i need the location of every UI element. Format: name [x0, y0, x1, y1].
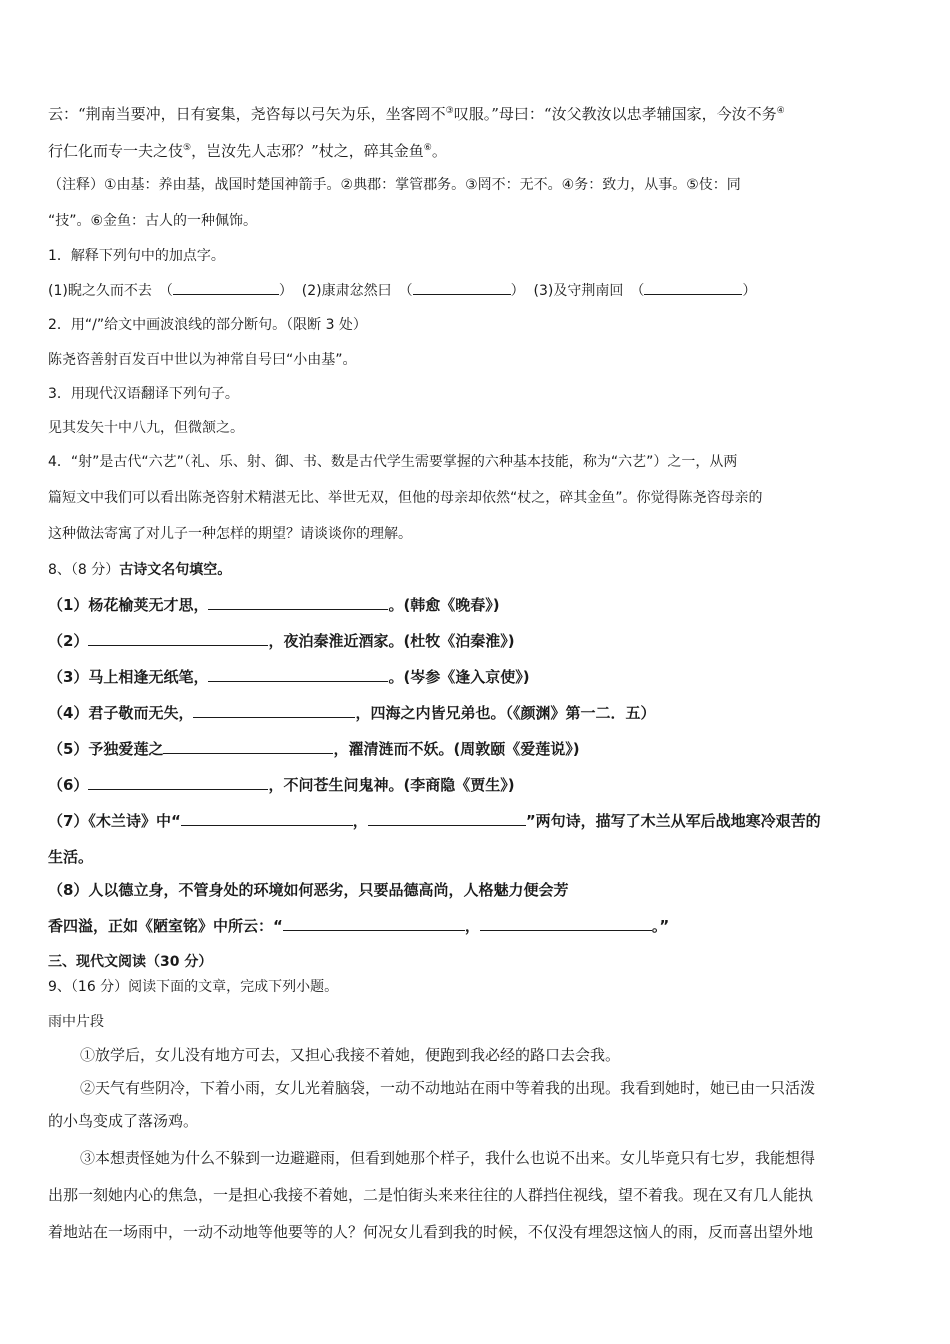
article-title: 雨中片段	[48, 1014, 104, 1030]
question-8-title	[48, 560, 906, 580]
q1-item-1-close: ）	[278, 283, 293, 299]
passage-text: 。	[431, 142, 447, 160]
answer-blank[interactable]	[163, 739, 333, 754]
question-8-heading: 古诗文名句填空。	[119, 562, 232, 578]
q8-item-8-text: 香四溢，正如《陋室铭》中所云：“	[48, 917, 283, 935]
footnote-marker: ⑥	[423, 143, 432, 153]
footnote-marker: ⑤	[183, 143, 192, 153]
question-8-score: 8、（8 分）	[48, 562, 120, 578]
q1-item-2: (2)康肃忿然曰 （	[301, 283, 413, 299]
q8-item-7-text: （7）《木兰诗》中“	[48, 812, 181, 830]
q8-item-8: （8）人以德立身，不管身处的环境如何恶劣，只要品德高尚，人格魅力便会芳	[48, 881, 569, 899]
question-9-title: 9、（16 分）阅读下面的文章，完成下列小题。	[48, 979, 339, 995]
question-4-line-2: 篇短文中我们可以看出陈尧咨射术精湛无比、举世无双，但他的母亲却依然“杖之，碎其金鱼”。你觉得陈尧咨母亲的	[48, 490, 763, 506]
answer-blank[interactable]	[208, 667, 388, 682]
q8-item-8-end: 。”	[651, 917, 670, 935]
q8-item-1	[48, 595, 906, 615]
q8-item-5-source: ，濯清涟而不妖。(周敦颐《爱莲说》)	[333, 740, 580, 758]
article-paragraph-3-cont-2: 着地站在一场雨中，一动不动地等他要等的人？何况女儿看到我的时候，不仅没有埋怨这恼人的雨，反而喜出望外地	[48, 1223, 814, 1241]
q8-item-6-text: ，不问苍生问鬼神。(李商隐《贾生》)	[268, 776, 515, 794]
answer-blank[interactable]	[644, 280, 742, 295]
q8-item-1-text: （1）杨花榆荚无才思，	[48, 596, 209, 614]
answer-blank[interactable]	[368, 811, 526, 826]
passage-line-2	[48, 138, 906, 161]
q8-item-4-source: ，四海之内皆兄弟也。（《颜渊》第一二．五）	[355, 704, 656, 722]
q8-item-3-text: （3）马上相逢无纸笔，	[48, 668, 209, 686]
q8-item-5-text: （5）予独爱莲之	[48, 740, 164, 758]
q8-item-3	[48, 667, 906, 687]
q1-item-1: (1)睨之久而不去 （	[48, 283, 173, 299]
passage-text: 叹服。”母曰：“汝父教汝以忠孝辅国家，今汝不务	[453, 105, 777, 123]
notes-line-2: “技”。⑥金鱼：古人的一种佩饰。	[48, 213, 258, 229]
article-paragraph-3-cont-1: 出那一刻她内心的焦急，一是担心我接不着她，二是怕街头来来往往的人群挡住视线，望不着我。现在又有几人能执	[48, 1186, 814, 1204]
answer-blank[interactable]	[193, 703, 355, 718]
q8-item-5	[48, 739, 906, 759]
article-paragraph-1: ①放学后，女儿没有地方可去，又担心我接不着她，便跑到我必经的路口去会我。	[80, 1046, 621, 1064]
answer-blank[interactable]	[181, 811, 353, 826]
q8-item-7-comma: ，	[352, 812, 368, 830]
answer-blank[interactable]	[88, 775, 268, 790]
passage-text: 云：“荆南当要冲，日有宴集，尧咨每以弓矢为乐，坐客罔不	[48, 105, 446, 123]
q8-item-4-text: （4）君子敬而无失，	[48, 704, 194, 722]
q8-item-4	[48, 703, 906, 723]
answer-blank[interactable]	[480, 916, 652, 931]
q8-item-1-source: 。(韩愈《晚春》)	[388, 596, 500, 614]
q8-item-6	[48, 775, 906, 795]
question-3-text: 见其发矢十中八九，但微颔之。	[48, 420, 244, 436]
q8-item-2-num: （2）	[48, 632, 89, 650]
answer-blank[interactable]	[173, 280, 279, 295]
answer-blank[interactable]	[283, 916, 465, 931]
q8-item-8-cont	[48, 916, 906, 936]
footnote-marker: ④	[776, 106, 785, 116]
question-1-items	[48, 280, 906, 301]
answer-blank[interactable]	[88, 631, 268, 646]
question-3-title: 3．用现代汉语翻译下列句子。	[48, 386, 239, 402]
q8-item-7-cont: 生活。	[48, 848, 94, 866]
question-2-text: 陈尧咨善射百发百中世以为神常自号曰“小由基”。	[48, 352, 357, 368]
passage-text: ，岂汝先人志邪？”杖之，碎其金鱼	[191, 142, 424, 160]
q1-item-2-close: ）	[510, 283, 525, 299]
q1-item-3-close: ）	[742, 283, 757, 299]
answer-blank[interactable]	[413, 280, 511, 295]
section-3-title: 三、现代文阅读（30 分）	[48, 954, 213, 970]
article-paragraph-3: ③本想责怪她为什么不躲到一边避避雨，但看到她那个样子，我什么也说不出来。女儿毕竟只有七岁，我能想得	[80, 1149, 816, 1167]
question-4-line-1: 4．“射”是古代“六艺”（礼、乐、射、御、书、数是古代学生需要掌握的六种基本技能，称为“六艺”）之一，从两	[48, 454, 738, 470]
q8-item-6-num: （6）	[48, 776, 89, 794]
q8-item-3-source: 。(岑参《逢入京使》)	[388, 668, 530, 686]
question-4-line-3: 这种做法寄寓了对儿子一种怎样的期望？请谈谈你的理解。	[48, 526, 412, 542]
q1-item-3: (3)及守荆南回 （	[533, 283, 645, 299]
article-paragraph-2-cont: 的小鸟变成了落汤鸡。	[48, 1112, 199, 1130]
q8-item-8-comma: ，	[464, 917, 480, 935]
article-paragraph-2: ②天气有些阴冷，下着小雨，女儿光着脑袋，一动不动地站在雨中等着我的出现。我看到她时，她已由一只活泼	[80, 1079, 816, 1097]
footnote-marker: ③	[445, 106, 454, 116]
q8-item-2	[48, 631, 906, 651]
passage-text: 行仁化而专一夫之伎	[48, 142, 184, 160]
question-2-title: 2．用“/”给文中画波浪线的部分断句。（限断 3 处）	[48, 317, 367, 333]
question-1-title: 1．解释下列句中的加点字。	[48, 248, 225, 264]
notes-line-1: （注释）①由基：养由基，战国时楚国神箭手。②典郡：掌管郡务。③罔不：无不。④务：致力，从事。⑤伎：同	[48, 177, 741, 193]
answer-blank[interactable]	[208, 595, 388, 610]
q8-item-7	[48, 811, 906, 831]
q8-item-7-desc: ”两句诗，描写了木兰从军后战地寒冷艰苦的	[525, 812, 821, 830]
q8-item-2-text: ，夜泊秦淮近酒家。(杜牧《泊秦淮》)	[268, 632, 515, 650]
passage-line-1	[48, 101, 906, 124]
